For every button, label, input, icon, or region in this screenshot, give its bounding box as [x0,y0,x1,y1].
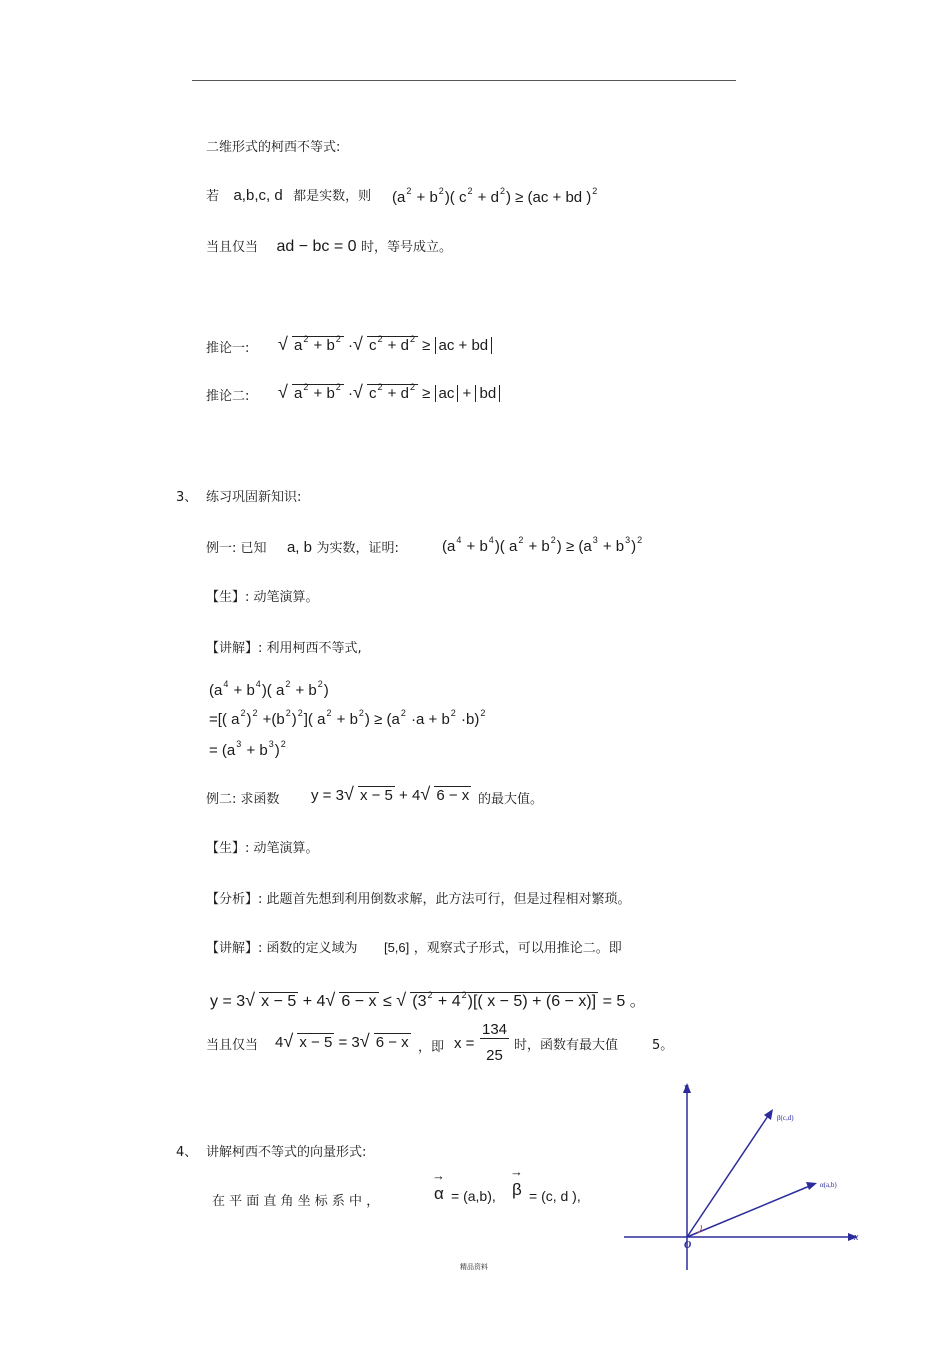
proof-line-3: = $(a^3 + b^3)^2$ [209,739,286,759]
lecture2-suffix: ，观察式子形式，可以用推论二。即 [413,941,622,956]
iff2-prefix: 当且仅当 [206,1038,259,1053]
plane-text: 在 平 面 直 角 坐 标 系 中 ， [212,1194,380,1209]
proof-line-1: $(a^4 + b^4)$( $a^2 + b^2$) [209,679,329,699]
fraction-numerator: 134 [482,1021,508,1038]
iff2-mid: ，即 [418,1040,445,1055]
iff2-equation: 4√ x − 5 = 3√ 6 − x [275,1034,411,1051]
iff-prefix: 当且仅当 [206,240,259,255]
ex2-suffix: 的最大值。 [478,792,544,807]
iff-expr: ad − bc = 0 [276,238,357,255]
corollary1-label: 推论一: [206,341,250,356]
cond-prefix: 若 [206,189,220,204]
student-label-2: 【生】: 动笔演算。 [206,841,319,856]
section3-title: 练习巩固新知识: [206,490,302,505]
footer-text: 精品资料 [460,1264,488,1271]
ex2-function: y = 3√ x − 5 + 4√ 6 − x [311,787,471,804]
alpha-vector: → α [434,1184,444,1204]
corollary2-label: 推论二: [206,389,250,404]
iff2-fraction [480,1021,509,1064]
example1-line [206,537,399,557]
beta-vector-line [687,1113,770,1237]
iff-suffix: 时，等号成立。 [360,240,452,255]
header-rule [192,80,736,81]
x-axis-label: x [854,1232,859,1243]
lecture2-line [206,937,622,957]
student-label: 【生】: 动笔演算。 [206,590,319,605]
proof-line-2: =[( $a^2)^2 +(b^2)^2$]( $a^2 + b^2) \ge (a^2 \cdot a + b^2 \cdot b)^2$ [209,708,486,728]
section4-num: 4、 [176,1145,198,1160]
cond-vars: a,b,c, d [233,187,283,204]
lecture-label: 【讲解】: 利用柯西不等式, [206,641,362,656]
iff2-x-equals: x = [454,1035,475,1052]
y-axis-label: y [684,1082,689,1093]
heading-2d: 二维形式的柯西不等式: [206,140,341,155]
section3-num: 3、 [176,490,198,505]
cond-text: 都是实数，则 [293,189,372,204]
corollary2-formula: √ $a^2 + b^2$ ·√ $c^2 + d^2$ ≥ ac + bd [278,385,500,402]
condition-line [206,185,371,205]
example1-formula: $(a^4 + b^4)$( $a^2 + b^2) \ge (a^3 + b^3)^2$ [442,535,643,555]
beta-arrow [764,1109,773,1120]
iff2-suffix: 时，函数有最大值 [514,1038,619,1053]
ex2-label: 例二: 求函数 [206,792,280,807]
ex1-text: 为实数，证明: [316,541,399,556]
max-value: 5。 [652,1038,674,1053]
alpha-value: = (a,b), [451,1188,496,1204]
cauchy-2d-formula: $(a^2 + b^2)$( $c^2 + d^2) \ge (ac$ + bd )$^2$ [392,186,598,206]
corollary1-formula: √ $a^2 + b^2$ ·√ $c^2 + d^2$ ≥ ac + bd [278,337,492,354]
beta-point-label: β(c,d) [777,1114,794,1122]
lecture2-prefix: 【讲解】: 函数的定义域为 [206,941,358,956]
analysis-text: 【分析】: 此题首先想到利用倒数求解，此方法可行，但是过程相对繁琐。 [206,892,631,907]
result-inequality: y = 3√ x − 5 + 4√ 6 − x ≤ √ $(3^2 + 4^2)$[( x − 5) + (6 − x)] = 5 。 [210,988,646,1011]
beta-vector: → β [512,1180,522,1200]
ex1-label: 例一: 已知 [206,541,267,556]
alpha-point-label: α(a,b) [820,1181,837,1189]
fraction-denominator: 25 [486,1047,503,1064]
alpha-vector-line [687,1185,812,1237]
beta-value: = (c, d ), [529,1188,581,1204]
lecture2-domain: [5,6] [383,940,410,955]
result-end: = 5 。 [602,993,646,1010]
origin-label: O [684,1240,692,1251]
section4-title: 讲解柯西不等式的向量形式: [206,1145,367,1160]
alpha-arrow [806,1182,817,1190]
vector-diagram [620,1075,870,1275]
iff-line [206,236,452,256]
ex1-vars: a, b [286,539,312,556]
